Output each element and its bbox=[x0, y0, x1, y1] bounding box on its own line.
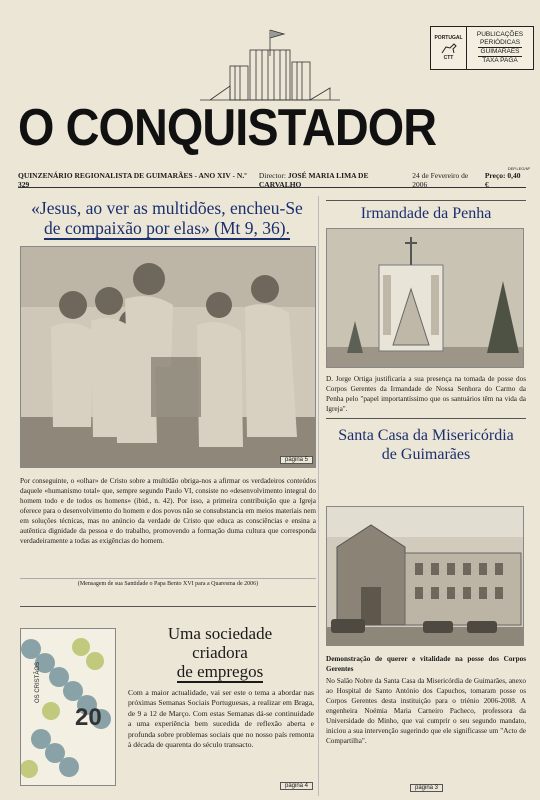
stamp-line: PUBLICAÇÕES bbox=[476, 31, 524, 38]
masthead bbox=[10, 6, 530, 172]
lead-headline bbox=[22, 198, 312, 238]
misericordia-church-photo bbox=[326, 506, 524, 646]
director-name: JOSÉ MARIA LIMA DE CARVALHO bbox=[258, 170, 369, 189]
cover-text: OS CRISTÃOS bbox=[35, 661, 41, 703]
cover-number: 20 bbox=[75, 704, 102, 731]
legal-code: DEP.LEG/Nº bbox=[507, 166, 530, 171]
issue-date: 24 de Fevereiro de 2006 bbox=[412, 170, 469, 189]
stamp-text bbox=[467, 27, 533, 69]
misericordia-headline bbox=[326, 426, 526, 464]
stamp-line: TAXA PAGA bbox=[482, 57, 518, 64]
section-rule bbox=[326, 200, 526, 201]
misericordia-headline-line: Santa Casa da Misericórdia bbox=[338, 427, 514, 444]
section-rule bbox=[20, 606, 316, 607]
book-cover-image bbox=[20, 628, 116, 786]
misericordia-headline-line: de Guimarães bbox=[381, 446, 471, 463]
stamp-line: PERIÓDICAS bbox=[479, 39, 521, 46]
horse-rider-icon bbox=[440, 41, 458, 55]
stamp-brand: CTT bbox=[443, 55, 454, 61]
lead-article-source: (Mensagem de sua Santidade o Papa Bento XVI para a Quaresma de 2006) bbox=[20, 578, 316, 587]
postage-stamp bbox=[430, 26, 534, 70]
penha-headline: Irmandade da Penha bbox=[360, 205, 492, 222]
edition-info-bar bbox=[18, 170, 526, 189]
edition-label: QUINZENÁRIO REGIONALISTA DE GUIMARÃES - ANO XIV - N.º 329 bbox=[18, 170, 247, 189]
lead-article-body: Por conseguinte, o «olhar» de Cristo sobre a multidão obriga-nos a afirmar os verdadeiros conteúdos daquele «humanismo total» que, sempre segundo Paulo VI, consiste no «desenvolvimento integral do homem todo e de todos os homens» (ibid., n. 42). Por isso, a primeira contribuição que a Igreja oferece para o desenvolvimento do homem e dos povos não se consubstancia em meios materiais nem em soluções técnicas, mas no anúncio da verdade de Cristo que educa as consciências e ensina a autêntica dignidade da pessoa e do trabalho, promovendo a formação duma cultura que corresponda verdadeiramente a todas as exigências do homem. bbox=[20, 477, 316, 545]
director-label: Director: bbox=[258, 170, 286, 180]
penha-article-body: D. Jorge Ortiga justificaria a sua presença na tomada de posse dos Corpos Gerentes da Irmandade de Nossa Senhora do Carmo da Penha pelo "papel importantíssimo que os santuários têm na vida da Igreja". bbox=[326, 375, 526, 413]
price: Preço: 0,40 € bbox=[484, 170, 521, 189]
newspaper-title: O CONQUISTADOR bbox=[18, 99, 437, 157]
column-divider bbox=[318, 196, 319, 796]
section-rule bbox=[326, 418, 526, 419]
misericordia-subhead: Demonstração de querer e vitalidade na posse dos Corpos Gerentes bbox=[326, 655, 526, 673]
castle-skyline-illustration bbox=[200, 26, 340, 106]
stamp-org: PORTUGAL bbox=[434, 35, 463, 41]
stamp-line: GUIMARÃES bbox=[480, 48, 520, 55]
emprego-headline-line: de empregos bbox=[176, 662, 264, 681]
lead-headline-line: de compaixão por elas» (Mt 9, 36). bbox=[44, 218, 290, 238]
page-reference: página 3 bbox=[410, 784, 443, 792]
misericordia-article-body: No Salão Nobre da Santa Casa da Misericórdia de Guimarães, anexo ao Hospital de Santo António dos Capuchos, tomaram posse os Corpos Gerentes desta instituição para o triénio 2006-2008. A engenheira Noémia Maria Carneiro Pacheco, professora da Universidade do Minho, que vai cumprir o seu segundo mandato, iniciou a sua intervenção sugerindo que ele significasse um "Acto de Compartilha". bbox=[326, 677, 526, 745]
emprego-headline-line: Uma sociedade bbox=[167, 624, 273, 643]
penha-sanctuary-photo bbox=[326, 228, 524, 368]
emprego-article-body: Com a maior actualidade, vai ser este o tema a abordar nas próximas Semanas Sociais Portuguesas, a realizar em Braga, de 9 a 12 de Março. Com estas Semanas dá-se continuidade a uma experiência bem sucedida de reflexão aberta e profunda sobre problemas sociais que no nosso país remonta à década de quarenta do século transacto. bbox=[128, 688, 314, 750]
page-reference: página 4 bbox=[280, 782, 313, 790]
page-reference: página 5 bbox=[280, 456, 313, 464]
director-line bbox=[259, 171, 412, 189]
children-photo bbox=[20, 246, 316, 468]
lead-headline-line: «Jesus, ao ver as multidões, encheu-Se bbox=[31, 198, 303, 218]
emprego-headline bbox=[130, 624, 310, 681]
emprego-headline-line: criadora bbox=[192, 643, 248, 662]
ctt-logo bbox=[431, 27, 467, 69]
